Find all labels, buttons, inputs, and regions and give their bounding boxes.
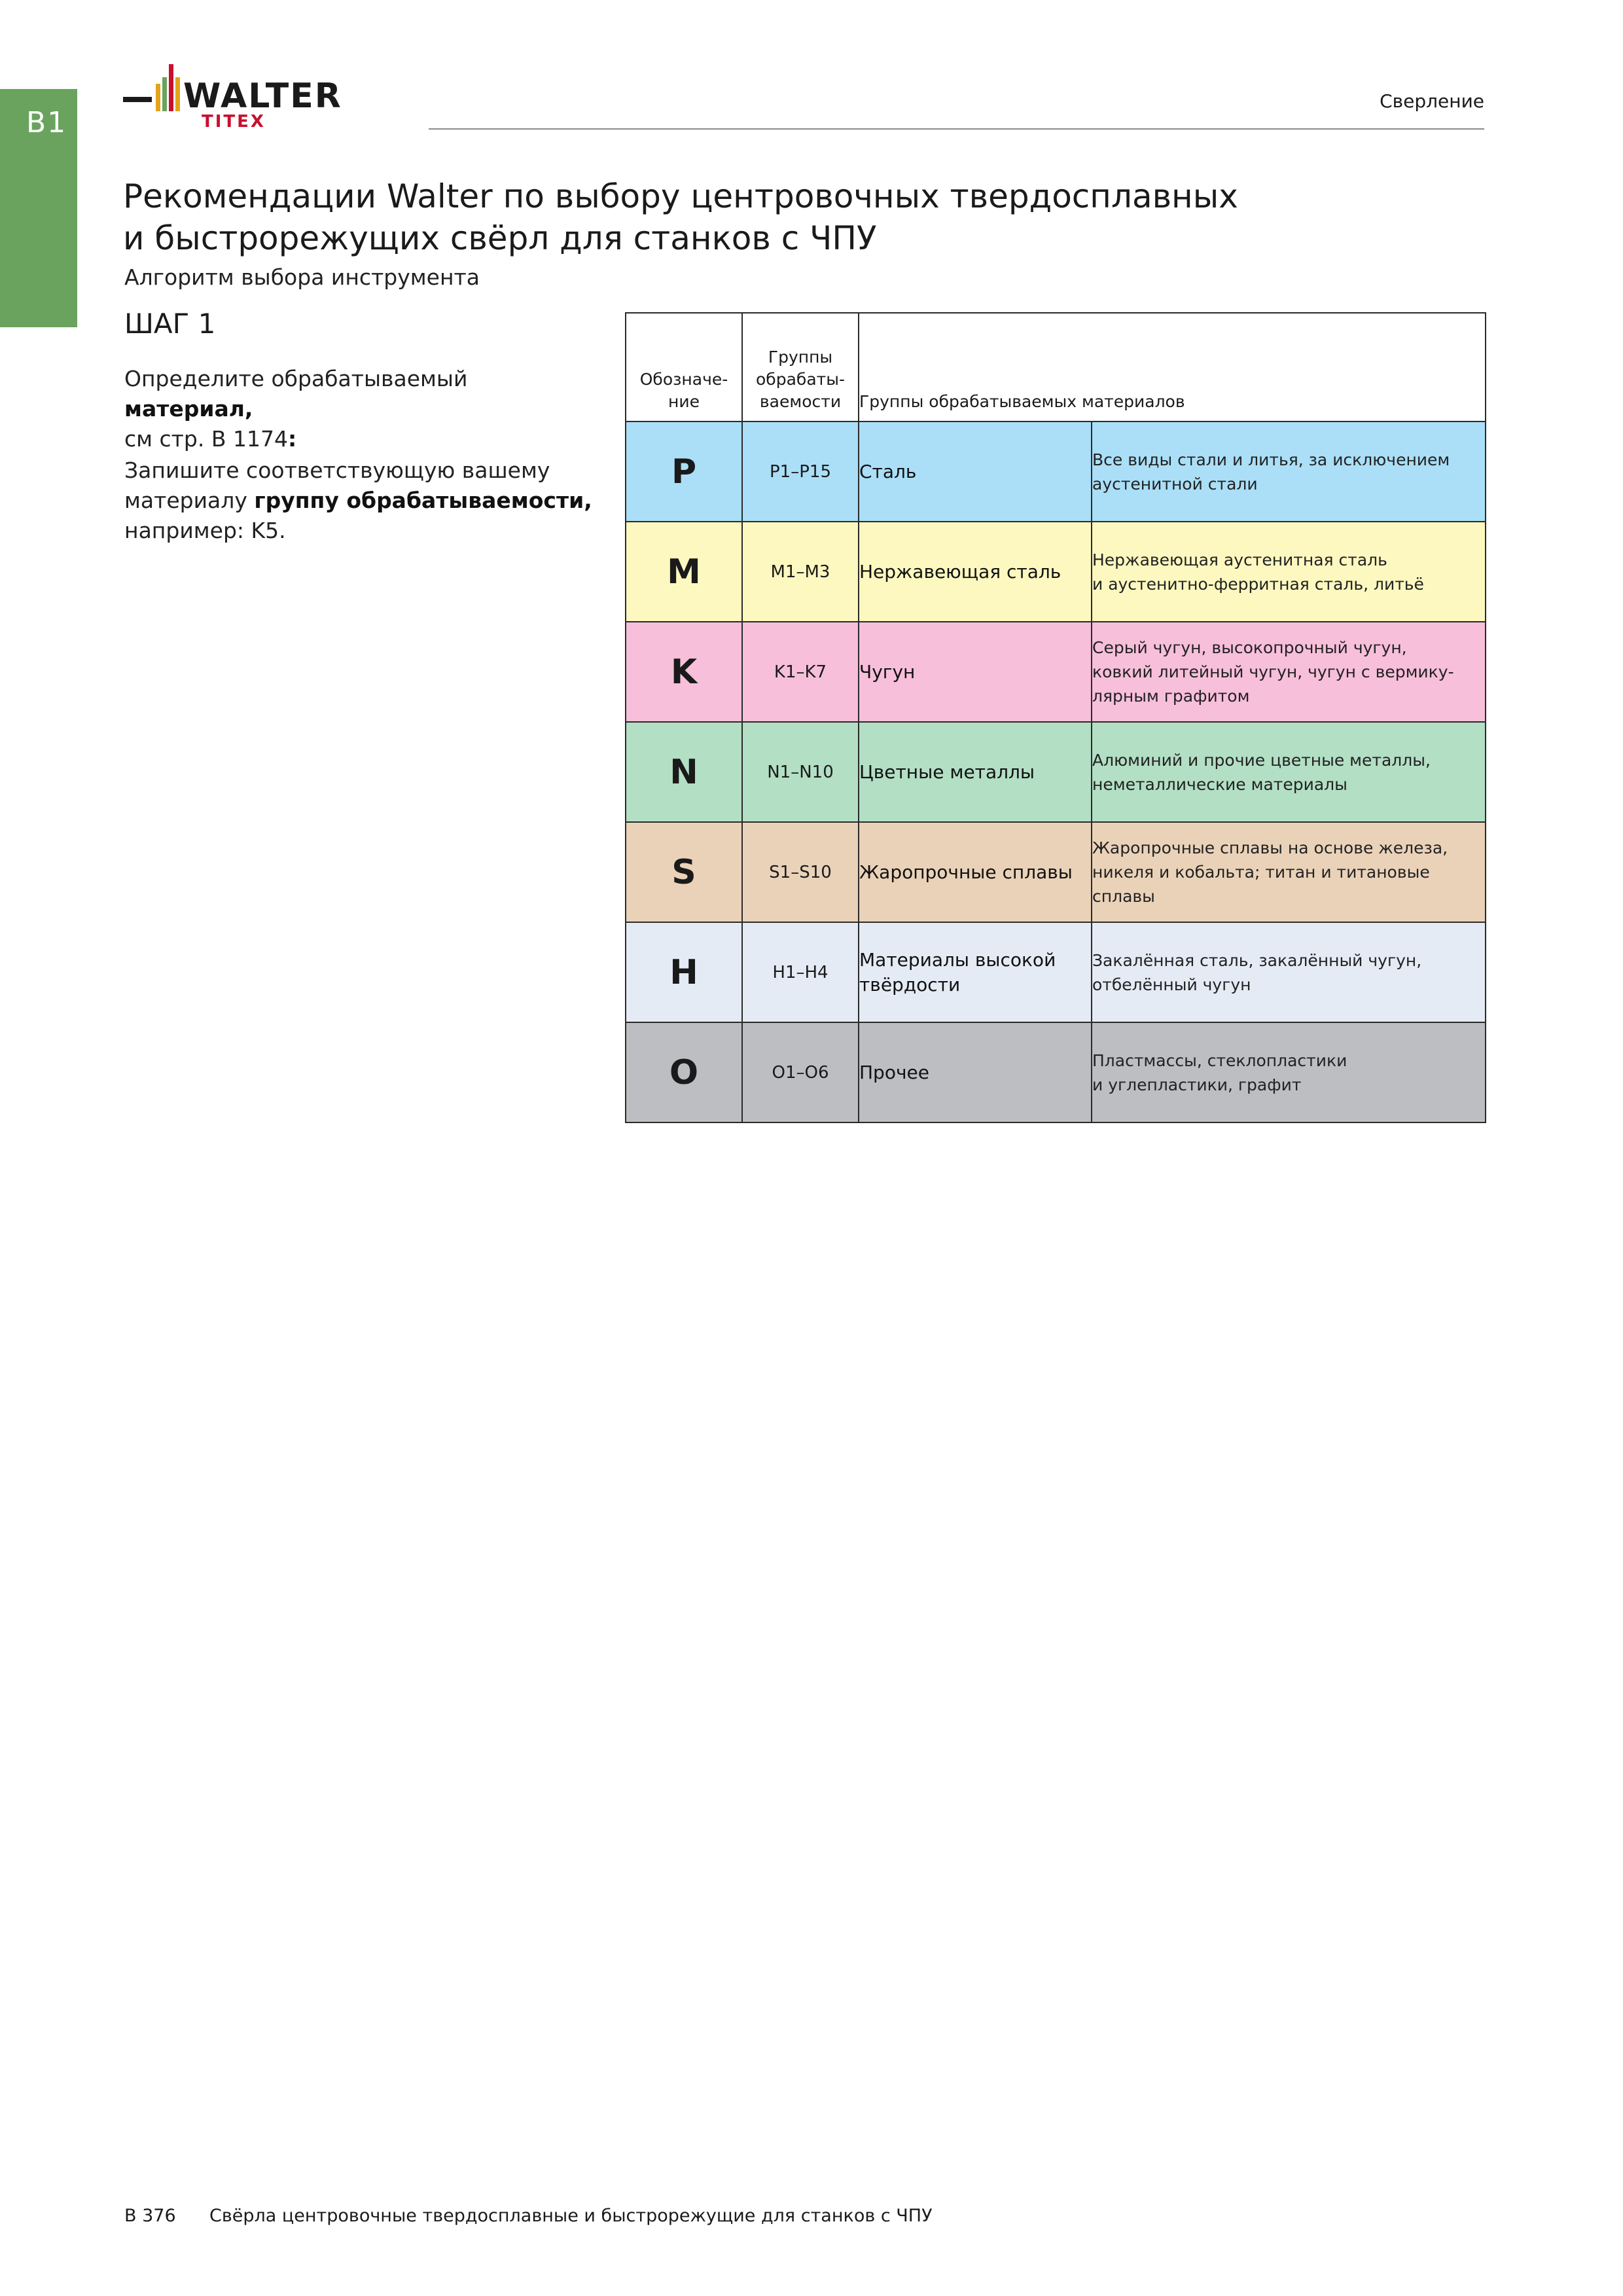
logo-bar-1 xyxy=(156,84,160,111)
row-material-description: Жаропрочные сплавы на основе железа, никеля и кобальта; титан и титановые сплавы xyxy=(1092,822,1486,922)
row-code: K xyxy=(626,622,742,722)
row-material-name: Нержавеющая сталь xyxy=(859,522,1092,622)
title-line-2: и быстрорежущих свёрл для станков с ЧПУ xyxy=(123,219,877,257)
row-group-range: P1–P15 xyxy=(742,422,859,522)
row-code: M xyxy=(626,522,742,622)
walter-titex-logo xyxy=(123,59,398,131)
row-material-name: Прочее xyxy=(859,1022,1092,1122)
row-group-range: K1–K7 xyxy=(742,622,859,722)
table-row xyxy=(626,922,1486,1022)
instruction-material xyxy=(124,364,602,454)
row-material-description: Все виды стали и литья, за исключением аустенитной стали xyxy=(1092,422,1486,522)
instruction-colon: : xyxy=(287,426,297,452)
table-row xyxy=(626,722,1486,822)
header-groups xyxy=(742,313,859,422)
row-material-description: Серый чугун, высокопрочный чугун, ковкий литейный чугун, чугун с вермику- лярным графитом xyxy=(1092,622,1486,722)
header-materials-label: Группы обрабатываемых материалов xyxy=(859,392,1185,411)
page-reference-link[interactable]: см стр. B 1174 xyxy=(124,426,288,452)
header-divider xyxy=(429,128,1484,130)
logo-brand: WALTER xyxy=(183,77,342,116)
row-code: H xyxy=(626,922,742,1022)
table-row xyxy=(626,622,1486,722)
table-row xyxy=(626,522,1486,622)
page-title xyxy=(123,175,1366,259)
title-line-1: Рекомендации Walter по выбору центровочных твердосплавных xyxy=(123,177,1238,215)
instruction-emphasis: материал, xyxy=(124,396,253,422)
header-designation-label: Обозначе- ние xyxy=(639,370,728,411)
row-group-range: M1–M3 xyxy=(742,522,859,622)
table-row xyxy=(626,822,1486,922)
row-code: S xyxy=(626,822,742,922)
instruction-example: например: K5. xyxy=(124,518,286,543)
row-material-name: Материалы высокой твёрдости xyxy=(859,922,1092,1022)
row-material-name: Сталь xyxy=(859,422,1092,522)
instruction-text: Определите обрабатываемый xyxy=(124,366,468,391)
row-material-name: Жаропрочные сплавы xyxy=(859,822,1092,922)
instruction-group xyxy=(124,456,602,546)
row-material-description: Нержавеющая аустенитная сталь и аустенитно-ферритная сталь, литьё xyxy=(1092,522,1486,622)
row-material-name: Чугун xyxy=(859,622,1092,722)
section-tab-label: B1 xyxy=(26,106,67,139)
row-group-range: O1–O6 xyxy=(742,1022,859,1122)
table-row xyxy=(626,422,1486,522)
row-group-range: H1–H4 xyxy=(742,922,859,1022)
header-groups-label: Группы обрабаты- ваемости xyxy=(756,348,845,411)
row-material-name: Цветные металлы xyxy=(859,722,1092,822)
header-materials xyxy=(859,313,1486,422)
row-code: N xyxy=(626,722,742,822)
footer-text: Свёрла центровочные твердосплавные и быстрорежущие для станков с ЧПУ xyxy=(209,2206,933,2226)
row-material-description: Алюминий и прочие цветные металлы, неметаллические материалы xyxy=(1092,722,1486,822)
logo-sub-brand: TITEX xyxy=(202,112,266,131)
instruction-emphasis: группу обрабатываемости, xyxy=(254,488,592,513)
header-designation xyxy=(626,313,742,422)
row-code: O xyxy=(626,1022,742,1122)
step-label: ШАГ 1 xyxy=(124,308,216,340)
instruction-text: Запишите соответствующую вашему материалу xyxy=(124,457,550,513)
row-material-description: Пластмассы, стеклопластики и углепластики, графит xyxy=(1092,1022,1486,1122)
row-code: P xyxy=(626,422,742,522)
section-tab xyxy=(0,89,77,327)
row-material-description: Закалённая сталь, закалённый чугун, отбелённый чугун xyxy=(1092,922,1486,1022)
logo-dash xyxy=(123,97,152,102)
page-number: B 376 xyxy=(124,2206,176,2226)
page-subtitle: Алгоритм выбора инструмента xyxy=(124,264,480,290)
logo-bar-4 xyxy=(175,77,180,111)
row-group-range: S1–S10 xyxy=(742,822,859,922)
section-name: Сверление xyxy=(1380,90,1484,112)
table-row xyxy=(626,1022,1486,1122)
logo-bar-3 xyxy=(169,64,173,111)
page-footer xyxy=(124,2206,933,2226)
row-group-range: N1–N10 xyxy=(742,722,859,822)
logo-bar-2 xyxy=(162,77,167,111)
material-groups-table xyxy=(625,312,1486,1123)
